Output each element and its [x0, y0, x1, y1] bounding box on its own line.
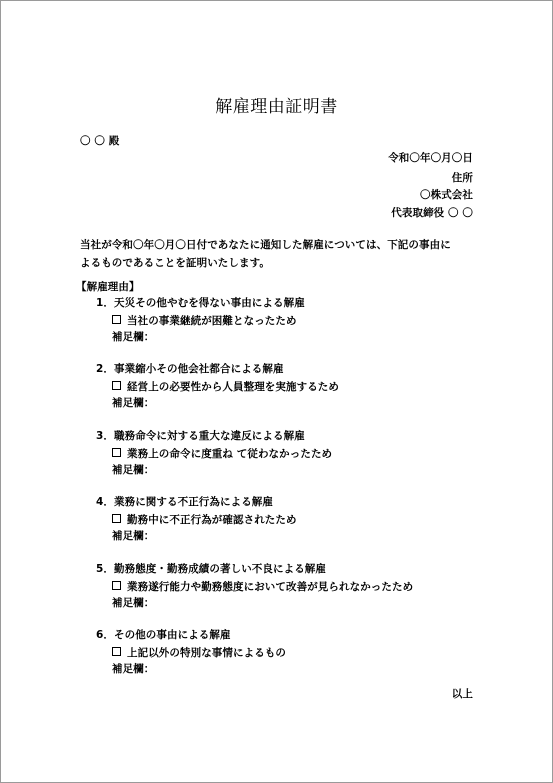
reason-check-item: [112, 581, 413, 593]
reason-title: 4．業務に関する不正行為による解雇: [96, 496, 274, 508]
reason-check-item: [112, 381, 339, 393]
reason-check-item: [112, 448, 332, 460]
intro-line-2: よるものであることを証明いたします。: [80, 257, 270, 269]
reason-check-text: 業務上の命令に度重ね て従わなかったため: [127, 448, 333, 460]
address-label: 住所: [451, 172, 473, 184]
closing-text: 以上: [451, 688, 473, 700]
checkbox-icon[interactable]: [112, 448, 121, 457]
reason-note-label: 補足欄：: [112, 597, 155, 609]
reason-check-item: [112, 315, 297, 327]
reason-note-label: 補足欄：: [112, 530, 155, 542]
reason-title: 2．事業縮小その他会社都合による解雇: [96, 363, 284, 375]
checkbox-icon[interactable]: [112, 647, 121, 656]
recipient-name: 〇 〇 殿: [80, 135, 120, 147]
reason-title: 3．職務命令に対する重大な違反による解雇: [96, 430, 305, 442]
reason-note-label: 補足欄：: [112, 331, 155, 343]
reason-note-label: 補足欄：: [112, 663, 155, 675]
checkbox-icon[interactable]: [112, 514, 121, 523]
representative-name: 代表取締役 〇 〇: [391, 207, 473, 219]
reason-title: 1．天災その他やむを得ない事由による解雇: [96, 297, 305, 309]
checkbox-icon[interactable]: [112, 315, 121, 324]
reason-note-label: 補足欄：: [112, 464, 155, 476]
reasons-section-title: 【解雇理由】: [76, 281, 140, 293]
reason-check-text: 経営上の必要性から人員整理を実施するため: [127, 381, 339, 393]
checkbox-icon[interactable]: [112, 381, 121, 390]
reason-check-text: 勤務中に不正行為が確認されたため: [127, 514, 297, 526]
reason-check-item: [112, 647, 286, 659]
intro-line-1: 当社が令和〇年〇月〇日付であなたに通知した解雇については、下記の事由に: [80, 239, 451, 251]
reason-check-text: 当社の事業継続が困難となったため: [127, 315, 297, 327]
reason-check-text: 業務遂行能力や勤務態度において改善が見られなかったため: [127, 581, 414, 593]
document-date: 令和〇年〇月〇日: [388, 152, 473, 164]
reason-title: 6．その他の事由による解雇: [96, 629, 231, 641]
reason-check-item: [112, 514, 297, 526]
document-title: 解雇理由証明書: [215, 97, 338, 117]
checkbox-icon[interactable]: [112, 581, 121, 590]
reason-title: 5．勤務態度・勤務成績の著しい不良による解雇: [96, 563, 327, 575]
reason-note-label: 補足欄：: [112, 397, 155, 409]
reason-check-text: 上記以外の特別な事情によるもの: [127, 647, 286, 659]
company-name: 〇株式会社: [420, 189, 473, 201]
